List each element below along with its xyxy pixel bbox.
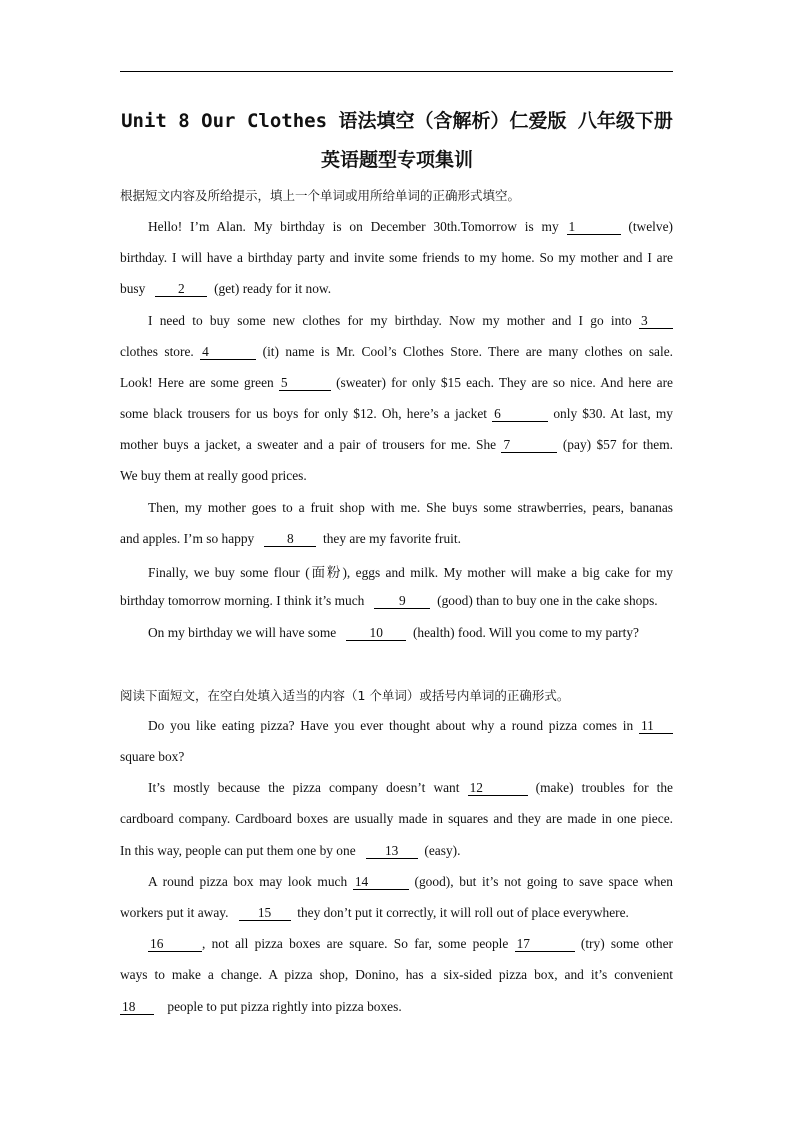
blank-12[interactable]: 12: [468, 781, 528, 796]
page-title: Unit 8 Our Clothes 语法填空（含解析）仁爱版 八年级下册: [121, 110, 673, 132]
blank-10[interactable]: 10: [346, 626, 406, 641]
blank-18[interactable]: 18: [120, 1000, 154, 1015]
blank-3[interactable]: 3: [639, 314, 673, 329]
passage1-line: birthday. I will have a birthday party and invite some friends to my home. So my mother and I are: [120, 250, 673, 265]
blank-2[interactable]: 2: [155, 282, 207, 297]
passage2-line: square box?: [120, 749, 185, 764]
passage1-line: birthday tomorrow morning. I think it’s much 9 (good) than to buy one in the cake shops.: [120, 593, 658, 608]
passage1-line: Then, my mother goes to a fruit shop with me. She buys some strawberries, pears, bananas: [148, 500, 673, 515]
blank-15[interactable]: 15: [239, 906, 291, 921]
passage2-line: A round pizza box may look much 14 (good), but it’s not going to save space when: [148, 874, 674, 889]
passage1-line: and apples. I’m so happy 8 they are my favorite fruit.: [120, 531, 461, 546]
passage1-line: some black trousers for us boys for only $12. Oh, here’s a jacket 6 only $30. At last, my: [120, 406, 673, 421]
passage1-line: On my birthday we will have some 10 (health) food. Will you come to my party?: [148, 625, 639, 640]
blank-7[interactable]: 7: [501, 438, 557, 453]
passage2-line: cardboard company. Cardboard boxes are usually made in squares and they are made in one piece.: [120, 811, 673, 826]
passage2-line: workers put it away. 15 they don’t put it correctly, it will roll out of place everywhere.: [120, 905, 629, 920]
passage1-line: We buy them at really good prices.: [120, 468, 307, 483]
blank-1[interactable]: 1: [567, 220, 621, 235]
blank-5[interactable]: 5: [279, 376, 331, 391]
passage2-line: 18 people to put pizza rightly into pizza boxes.: [122, 999, 402, 1014]
passage1-line: busy 2 (get) ready for it now.: [120, 281, 332, 296]
passage1-line: Hello! I’m Alan. My birthday is on December 30th.Tomorrow is my 1 (twelve): [148, 219, 673, 234]
blank-6[interactable]: 6: [492, 407, 548, 422]
blank-9[interactable]: 9: [374, 594, 430, 609]
blank-8[interactable]: 8: [264, 532, 316, 547]
passage2-line: ways to make a change. A pizza shop, Donino, has a six-sided pizza box, and it’s convenient: [120, 967, 673, 982]
section1-instruction: 根据短文内容及所给提示，填上一个单词或用所给单词的正确形式填空。: [120, 188, 521, 203]
passage2-line: Do you like eating pizza? Have you ever thought about why a round pizza comes in 11: [148, 718, 673, 734]
blank-11[interactable]: 11: [639, 719, 673, 734]
passage1-line: I need to buy some new clothes for my birthday. Now my mother and I go into 3: [148, 313, 673, 329]
blank-16[interactable]: 16: [148, 937, 202, 952]
passage2-line: 16 , not all pizza boxes are square. So far, some people 17 (try) some other: [150, 936, 673, 951]
page-subtitle: 英语题型专项集训: [320, 149, 473, 171]
passage1-line: Finally, we buy some flour (面粉), eggs and milk. My mother will make a big cake for my: [148, 565, 673, 580]
passage1-line: Look! Here are some green 5 (sweater) for only $15 each. They are so nice. And here are: [120, 375, 673, 390]
section2-instruction: 阅读下面短文，在空白处填入适当的内容（1 个单词）或括号内单词的正确形式。: [120, 688, 570, 703]
blank-13[interactable]: 13: [366, 844, 418, 859]
blank-14[interactable]: 14: [353, 875, 409, 890]
passage1-line: clothes store. 4 (it) name is Mr. Cool’s Clothes Store. There are many clothes on sale.: [120, 344, 674, 359]
blank-17[interactable]: 17: [515, 937, 575, 952]
top-rule: [120, 71, 673, 72]
passage2-line: It’s mostly because the pizza company doesn’t want 12 (make) troubles for the: [148, 780, 673, 795]
passage2-line: In this way, people can put them one by one 13 (easy).: [120, 843, 461, 858]
passage1-line: mother buys a jacket, a sweater and a pair of trousers for me. She 7 (pay) $57 for them.: [120, 437, 674, 452]
blank-4[interactable]: 4: [200, 345, 256, 360]
